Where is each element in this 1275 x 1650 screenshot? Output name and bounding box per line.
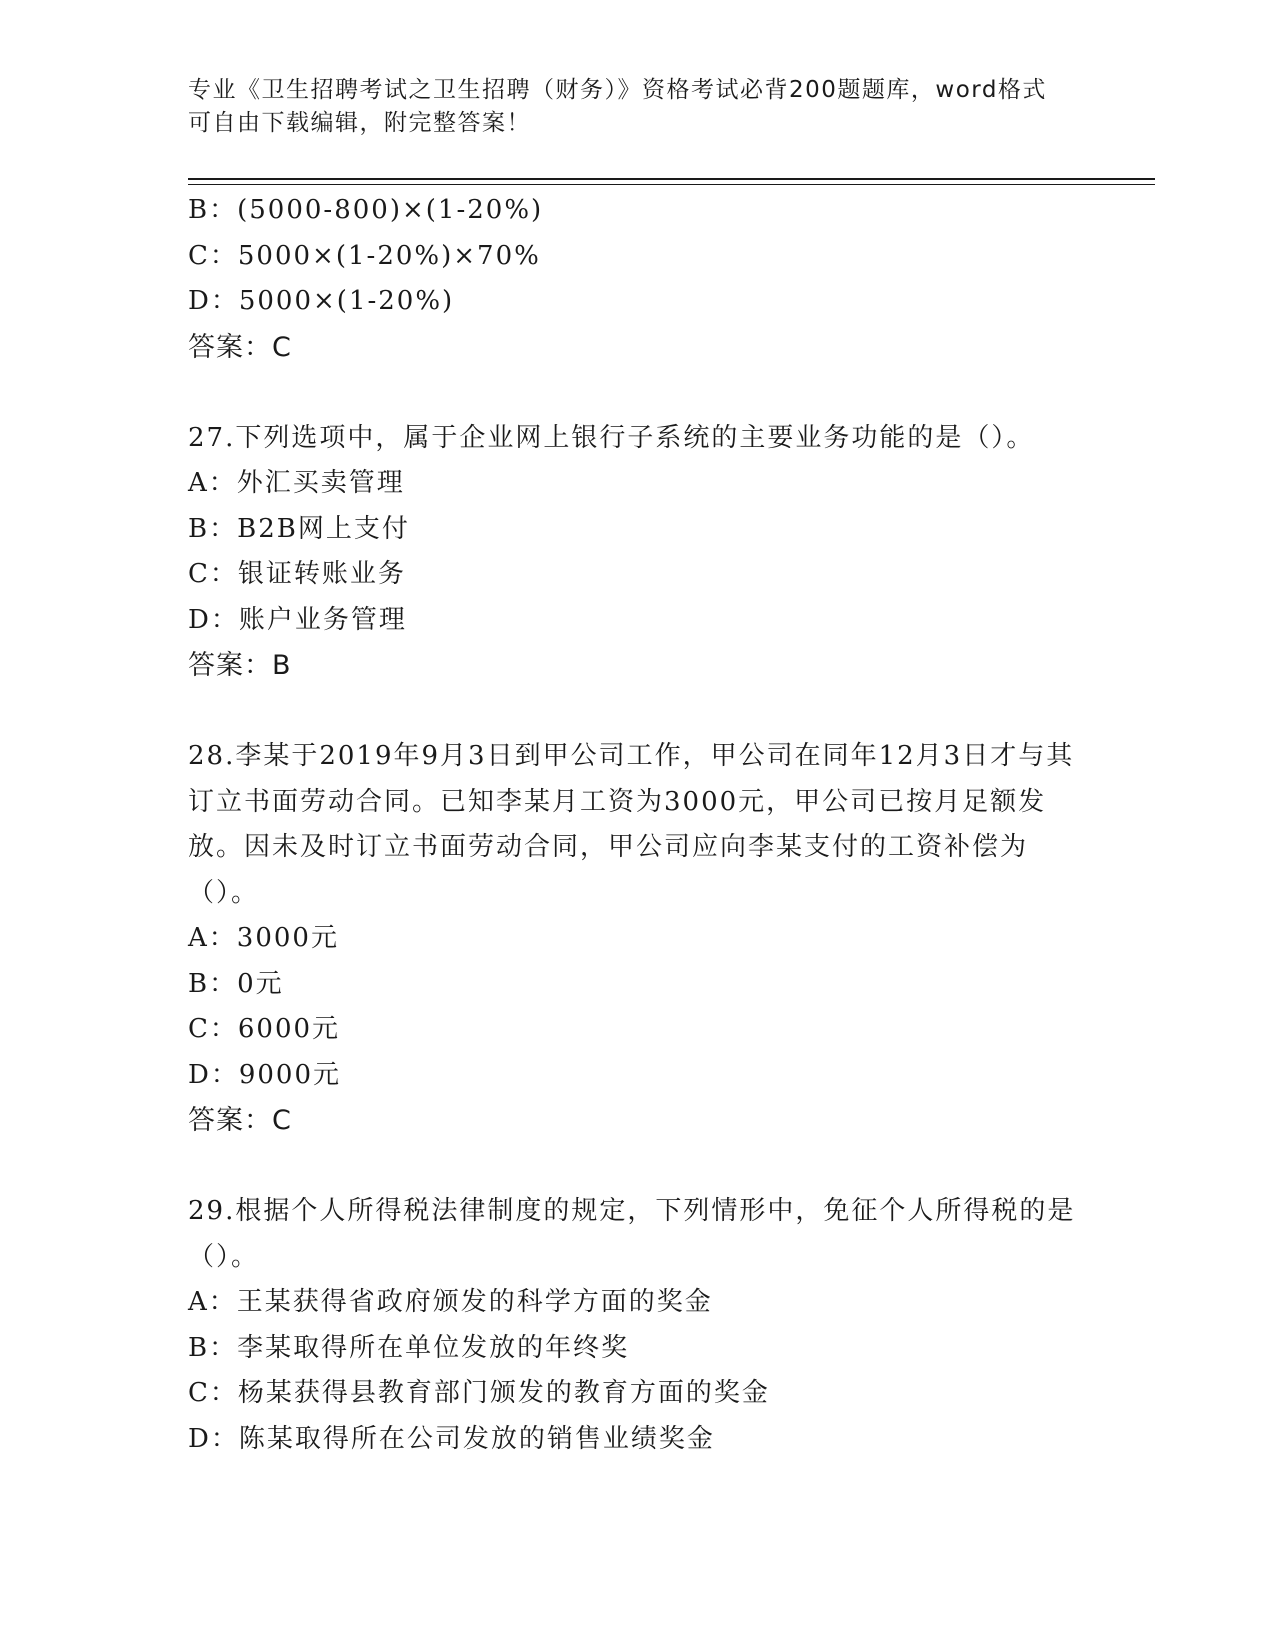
option-c: C：银证转账业务 <box>188 559 406 589</box>
question-stem: 29.根据个人所得税法律制度的规定，下列情形中，免征个人所得税的是（）。 <box>188 1196 1076 1272</box>
option-d: D：陈某取得所在公司发放的销售业绩奖金 <box>188 1423 715 1454</box>
question-27 <box>188 416 1088 689</box>
option-b: B：B2B网上支付 <box>188 513 410 544</box>
option-c: C：5000×(1-20%)×70% <box>188 240 541 271</box>
header-divider-thin <box>188 184 1155 185</box>
option-a: A：3000元 <box>188 923 339 953</box>
spacer <box>188 689 1088 735</box>
option-b: B：李某取得所在单位发放的年终奖 <box>188 1332 630 1363</box>
header-line-2: 可自由下载编辑，附完整答案！ <box>188 110 531 136</box>
answer-line: 答案：C <box>188 331 292 363</box>
option-b: B：(5000-800)×(1-20%) <box>188 195 544 225</box>
option-a: A：外汇买卖管理 <box>188 468 405 498</box>
option-d: D：5000×(1-20%) <box>188 286 455 316</box>
question-stem: 28.李某于2019年9月3日到甲公司工作，甲公司在同年12月3日才与其订立书面劳动合同。已知李某月工资为3000元，甲公司已按月足额发放。因未及时订立书面劳动合同，甲公司应向李某支付的工资补偿为（）。 <box>188 741 1075 908</box>
question-list <box>188 188 1088 1462</box>
question-26-tail <box>188 188 1088 370</box>
header-divider-thick <box>188 178 1155 180</box>
option-b: B：0元 <box>188 968 284 999</box>
question-stem: 27.下列选项中，属于企业网上银行子系统的主要业务功能的是（）。 <box>188 422 1035 453</box>
answer-line: 答案：C <box>188 1105 292 1136</box>
question-29 <box>188 1189 1088 1462</box>
option-a: A：王某获得省政府颁发的科学方面的奖金 <box>188 1287 713 1317</box>
spacer <box>188 1144 1088 1190</box>
option-c: C：6000元 <box>188 1014 341 1044</box>
option-c: C：杨某获得县教育部门颁发的教育方面的奖金 <box>188 1378 770 1408</box>
spacer <box>188 370 1088 416</box>
header-line-1: 专业《卫生招聘考试之卫生招聘（财务）》资格考试必背200题题库，word格式 <box>188 77 1047 103</box>
option-d: D：9000元 <box>188 1059 342 1090</box>
answer-line: 答案：B <box>188 650 292 681</box>
option-d: D：账户业务管理 <box>188 604 407 635</box>
question-28 <box>188 734 1088 1144</box>
document-header <box>188 74 1088 140</box>
